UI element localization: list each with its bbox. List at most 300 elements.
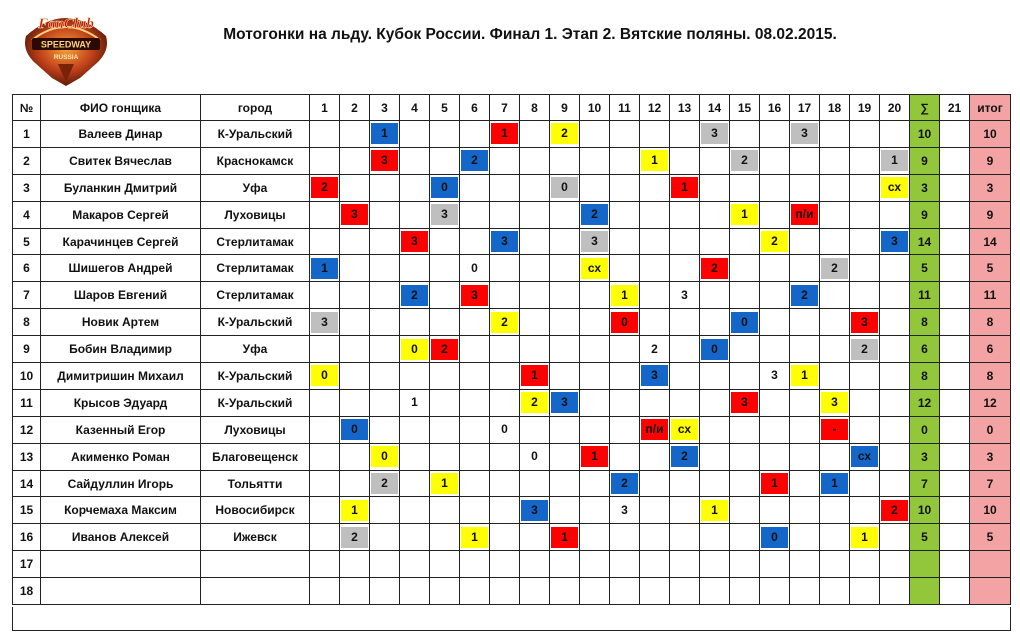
heat-cell [550,174,580,201]
heat-score: 2 [671,446,698,467]
heat-cell [670,389,700,416]
heat-cell [580,255,610,282]
header-heat-8: 8 [520,95,550,121]
heat-cell [790,228,820,255]
header-heat-14: 14 [700,95,730,121]
heat-score: 1 [881,150,908,171]
heat-cell [850,443,880,470]
header-total: итог [970,95,1011,121]
heat-cell [820,443,850,470]
heat-score: сх [671,419,698,440]
rider-city: Стерлитамак [201,255,310,282]
heat-cell [700,363,730,390]
heat-cell [310,309,340,336]
rider-sum: 10 [910,121,940,148]
heat-cell [460,551,490,578]
heat-score: 2 [461,150,488,171]
heat-cell [790,255,820,282]
rider-sum: 6 [910,336,940,363]
heat-cell [790,443,820,470]
heat-cell [340,174,370,201]
heat-cell [640,282,670,309]
heat-cell [370,255,400,282]
heat-cell [400,497,430,524]
heat-score: 1 [371,123,398,144]
heat-cell [610,416,640,443]
heat-cell [550,497,580,524]
heat-cell [490,416,520,443]
heat-cell [820,363,850,390]
heat-cell [580,389,610,416]
heat-cell [820,389,850,416]
heat-cell [730,309,760,336]
heat-cell [610,443,640,470]
heat-cell [730,121,760,148]
heat-cell [880,470,910,497]
heat-cell [490,551,520,578]
heat-score: 3 [401,231,428,252]
heat-cell [430,309,460,336]
heat-cell [580,228,610,255]
heat-cell [640,524,670,551]
heat-21-cell [940,578,970,605]
heat-cell [640,201,670,228]
rider-city: К-Уральский [201,121,310,148]
heat-cell [460,282,490,309]
heat-cell [670,443,700,470]
heat-cell [880,524,910,551]
heat-score: 1 [731,204,758,225]
heat-score: 3 [341,204,368,225]
rider-sum [910,551,940,578]
heat-cell [820,524,850,551]
heat-cell [430,255,460,282]
rider-city [201,578,310,605]
rider-sum: 12 [910,389,940,416]
heat-cell [610,363,640,390]
rider-name: Корчемаха Максим [41,497,201,524]
heat-score: 1 [551,527,578,548]
header-heat-5: 5 [430,95,460,121]
header-heat-11: 11 [610,95,640,121]
heat-score: 3 [621,502,628,517]
header-heat-19: 19 [850,95,880,121]
heat-cell [670,551,700,578]
heat-score: 3 [881,231,908,252]
heat-cell [430,389,460,416]
heat-21-cell [940,255,970,282]
rider-name: Шаров Евгений [41,282,201,309]
heat-cell [610,174,640,201]
rider-number: 2 [13,147,41,174]
header-heat-3: 3 [370,95,400,121]
heat-score: 3 [791,123,818,144]
heat-cell [400,147,430,174]
heat-cell [670,309,700,336]
heat-cell [820,228,850,255]
heat-score: 0 [311,365,338,386]
heat-cell [850,551,880,578]
heat-cell [790,121,820,148]
heat-score: 0 [551,177,578,198]
heat-cell [340,147,370,174]
heat-cell [520,174,550,201]
heat-score: 2 [431,339,458,360]
heat-cell [640,336,670,363]
rider-row [13,578,1011,605]
rider-total [970,551,1011,578]
header-heat-18: 18 [820,95,850,121]
rider-city [201,551,310,578]
heat-cell [430,336,460,363]
heat-cell [340,524,370,551]
heat-cell [850,282,880,309]
rider-city: Луховицы [201,201,310,228]
heat-cell [310,524,340,551]
heat-cell [850,255,880,282]
heat-cell [670,282,700,309]
heat-cell [550,389,580,416]
heat-score: 3 [581,231,608,252]
heat-cell [370,336,400,363]
rider-name: Акименко Роман [41,443,201,470]
heat-cell [490,524,520,551]
heat-cell [850,336,880,363]
heat-cell [340,201,370,228]
heat-cell [790,309,820,336]
heat-cell [400,416,430,443]
heat-cell [790,551,820,578]
heat-21-cell [940,497,970,524]
rider-name: Карачинцев Сергей [41,228,201,255]
heat-score: п/и [641,419,668,440]
heat-cell [370,416,400,443]
heat-cell [310,255,340,282]
heat-cell [310,551,340,578]
rider-row [13,363,1011,390]
heat-cell [310,416,340,443]
heat-cell [340,551,370,578]
heat-score: 0 [531,449,538,464]
heat-cell [850,201,880,228]
heat-cell [760,336,790,363]
heat-cell [580,497,610,524]
header-row [13,95,1011,121]
heat-cell [700,443,730,470]
heat-cell [550,336,580,363]
heat-cell [400,470,430,497]
heat-score: 0 [471,260,478,275]
heat-cell [340,497,370,524]
heat-cell [460,201,490,228]
heat-cell [790,201,820,228]
heat-cell [580,147,610,174]
heat-score: 3 [731,392,758,413]
heat-cell [340,228,370,255]
heat-cell [520,578,550,605]
rider-number: 10 [13,363,41,390]
heat-cell [490,470,520,497]
heat-21-cell [940,524,970,551]
heat-cell [430,147,460,174]
heat-score: 3 [681,287,688,302]
heat-score: сх [881,177,908,198]
heat-cell [820,497,850,524]
heat-cell [730,443,760,470]
rider-sum: 5 [910,255,940,282]
heat-cell [490,363,520,390]
heat-cell [700,147,730,174]
heat-cell [460,497,490,524]
heat-cell [640,551,670,578]
rider-city: Луховицы [201,416,310,443]
heat-cell [790,389,820,416]
rider-sum: 3 [910,174,940,201]
rider-row [13,416,1011,443]
header-heat-4: 4 [400,95,430,121]
heat-cell [610,497,640,524]
heat-score: 2 [401,285,428,306]
rider-row [13,255,1011,282]
heat-cell [370,282,400,309]
rider-city: К-Уральский [201,309,310,336]
rider-number: 17 [13,551,41,578]
heat-cell [550,255,580,282]
heat-cell [520,309,550,336]
heat-cell [400,255,430,282]
rider-total: 5 [970,255,1011,282]
heat-cell [670,363,700,390]
heat-cell [880,551,910,578]
heat-cell [460,363,490,390]
heat-score: - [821,419,848,440]
heat-cell [730,282,760,309]
heat-score: 2 [731,150,758,171]
heat-cell [520,389,550,416]
heat-cell [550,309,580,336]
heat-cell [610,551,640,578]
heat-cell [550,578,580,605]
heat-cell [700,497,730,524]
heat-cell [520,551,550,578]
heat-score: 2 [881,500,908,521]
rider-number: 5 [13,228,41,255]
rider-row [13,121,1011,148]
heat-21-cell [940,147,970,174]
heat-cell [430,524,460,551]
heat-score: 1 [821,473,848,494]
heat-cell [610,282,640,309]
heat-cell [430,443,460,470]
heat-cell [880,255,910,282]
heat-cell [640,255,670,282]
heat-cell [490,147,520,174]
heat-cell [880,282,910,309]
rider-name: Димитришин Михаил [41,363,201,390]
heat-cell [880,201,910,228]
heat-cell [730,201,760,228]
header-sum: ∑ [910,95,940,121]
header-name: ФИО гонщика [41,95,201,121]
rider-number: 18 [13,578,41,605]
heat-cell [370,228,400,255]
rider-sum: 5 [910,524,940,551]
heat-cell [340,121,370,148]
rider-row [13,201,1011,228]
heat-cell [610,147,640,174]
heat-cell [730,389,760,416]
heat-cell [550,363,580,390]
heat-score: 1 [791,365,818,386]
heat-21-cell [940,443,970,470]
heat-cell [640,228,670,255]
heat-cell [340,416,370,443]
heat-cell [670,228,700,255]
heat-cell [310,121,340,148]
heat-cell [460,228,490,255]
heat-cell [790,470,820,497]
rider-number: 13 [13,443,41,470]
heat-cell [340,255,370,282]
heat-cell [370,551,400,578]
svg-text:RUSSIA: RUSSIA [53,54,79,61]
heat-cell [610,524,640,551]
heat-cell [310,201,340,228]
heat-cell [490,443,520,470]
heat-cell [850,147,880,174]
heat-cell [520,147,550,174]
heat-21-cell [940,470,970,497]
heat-score: 1 [761,473,788,494]
heat-score: 1 [311,258,338,279]
heat-cell [550,551,580,578]
heat-score: 2 [311,177,338,198]
heat-score: 0 [401,339,428,360]
heat-cell [760,389,790,416]
heat-cell [370,443,400,470]
heat-cell [670,336,700,363]
heat-score: 3 [771,368,778,383]
heat-cell [310,578,340,605]
heat-cell [370,121,400,148]
heat-cell [460,121,490,148]
rider-sum: 7 [910,470,940,497]
rider-name: Свитек Вячеслав [41,147,201,174]
heat-score: 2 [821,258,848,279]
heat-cell [550,282,580,309]
heat-cell [730,551,760,578]
heat-cell [760,282,790,309]
heat-cell [670,416,700,443]
heat-cell [550,416,580,443]
rider-sum: 9 [910,147,940,174]
heat-cell [640,578,670,605]
heat-score: 3 [701,123,728,144]
rider-row [13,282,1011,309]
header-heat-9: 9 [550,95,580,121]
heat-score: 2 [701,258,728,279]
rider-row [13,443,1011,470]
heat-cell [760,121,790,148]
rider-row [13,524,1011,551]
heat-score: 2 [611,473,638,494]
heat-cell [730,578,760,605]
rider-total: 6 [970,336,1011,363]
rider-row [13,309,1011,336]
heat-cell [580,524,610,551]
heat-cell [880,443,910,470]
heat-cell [370,497,400,524]
heat-cell [520,121,550,148]
rider-row [13,470,1011,497]
heat-cell [310,336,340,363]
heat-cell [760,551,790,578]
heat-cell [670,174,700,201]
rider-name: Валеев Динар [41,121,201,148]
heat-cell [490,282,520,309]
heat-score: 1 [431,473,458,494]
heat-cell [400,228,430,255]
heat-cell [790,524,820,551]
heat-cell [790,497,820,524]
heat-cell [850,470,880,497]
heat-cell [880,121,910,148]
page-title: Мотогонки на льду. Кубок России. Финал 1. Этап 2. Вятские поляны. 08.02.2015. [223,26,837,43]
rider-city: Уфа [201,174,310,201]
heat-cell [490,201,520,228]
heat-score: 3 [821,392,848,413]
heat-cell [640,470,670,497]
heat-cell [760,228,790,255]
rider-name: Казенный Егор [41,416,201,443]
heat-21-cell [940,228,970,255]
heat-cell [640,121,670,148]
heat-score: 1 [611,285,638,306]
rider-number: 9 [13,336,41,363]
heat-cell [700,578,730,605]
heat-cell [340,443,370,470]
heat-cell [610,228,640,255]
heat-cell [820,174,850,201]
heat-cell [640,497,670,524]
heat-cell [550,121,580,148]
heat-cell [760,470,790,497]
heat-cell [460,578,490,605]
heat-cell [580,416,610,443]
rider-name: Буланкин Дмитрий [41,174,201,201]
heat-21-cell [940,309,970,336]
heat-cell [550,524,580,551]
heat-cell [700,255,730,282]
heat-cell [850,416,880,443]
heat-cell [850,309,880,336]
heat-cell [400,174,430,201]
rider-city: К-Уральский [201,389,310,416]
heat-cell [580,282,610,309]
heat-cell [670,470,700,497]
rider-name [41,551,201,578]
rider-sum: 11 [910,282,940,309]
heat-21-cell [940,363,970,390]
rider-name: Крысов Эдуард [41,389,201,416]
heat-cell [670,255,700,282]
heat-cell [430,470,460,497]
heat-cell [310,443,340,470]
heat-cell [610,470,640,497]
header-heat-2: 2 [340,95,370,121]
rider-number: 3 [13,174,41,201]
heat-cell [460,524,490,551]
